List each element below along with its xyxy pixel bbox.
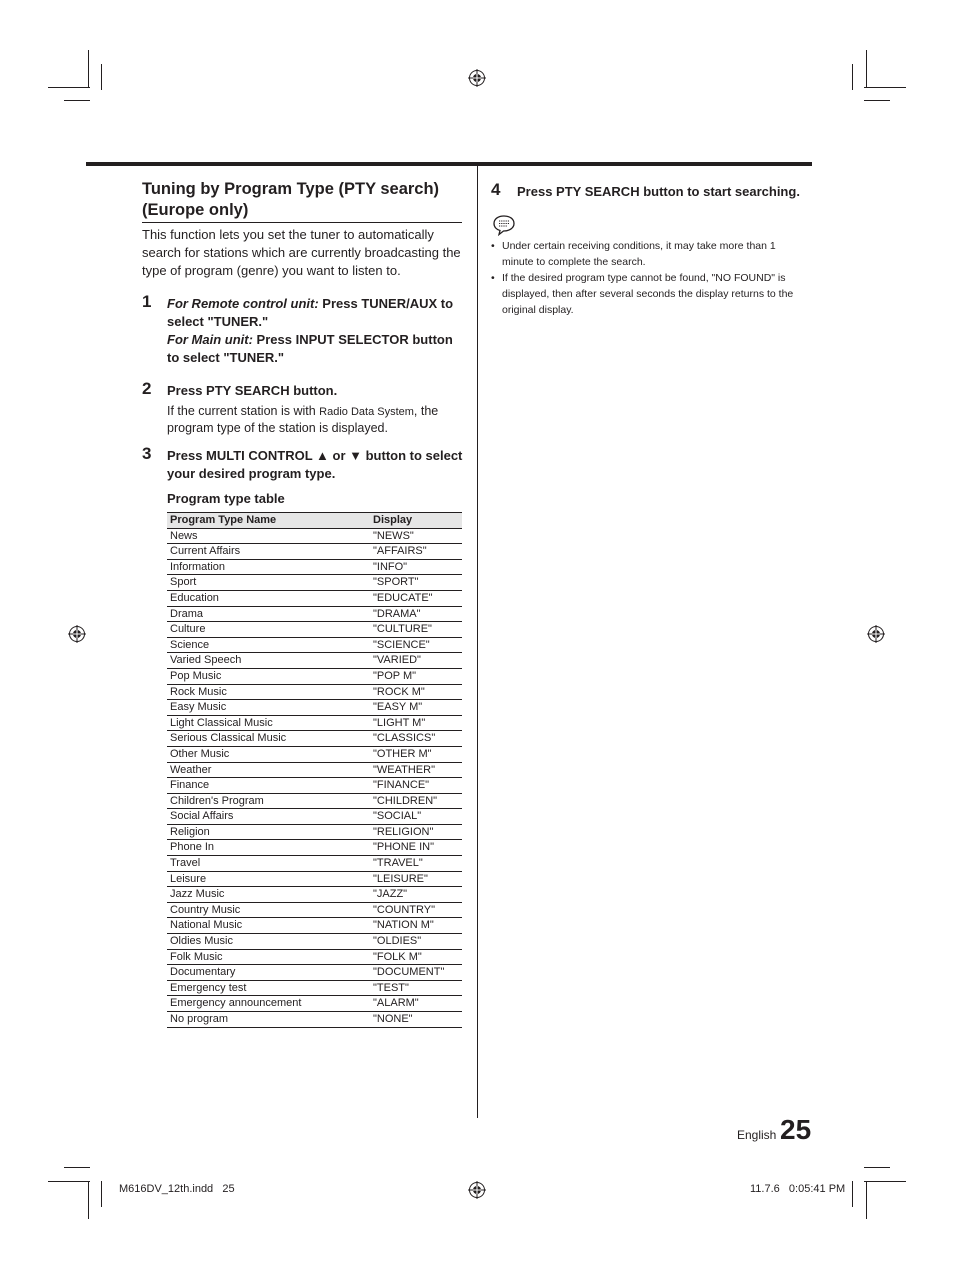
program-type-name-cell: Weather — [167, 762, 370, 778]
table-row — [167, 918, 462, 934]
section-intro: This function lets you set the tuner to automatically search for stations which are currently broadcasting the type of program (genre) you want to listen to. — [142, 227, 461, 278]
display-cell: "AFFAIRS" — [370, 544, 462, 560]
program-type-name-cell: Religion — [167, 824, 370, 840]
note-item: • Under certain receiving conditions, it may take more than 1 minute to complete the search. — [490, 238, 806, 270]
table-row — [167, 996, 462, 1012]
header-rule — [86, 162, 812, 166]
display-cell: "INFO" — [370, 559, 462, 575]
crop-mark — [852, 64, 853, 90]
crop-mark — [64, 100, 90, 101]
language-label: English — [737, 1128, 777, 1142]
table-row — [167, 856, 462, 872]
program-type-name-cell: Varied Speech — [167, 653, 370, 669]
display-cell: "FOLK M" — [370, 949, 462, 965]
table-row — [167, 684, 462, 700]
title-underline — [142, 222, 462, 223]
program-type-name-cell: Drama — [167, 606, 370, 622]
note-item: • If the desired program type cannot be found, "NO FOUND" is displayed, then after several seconds the display returns to the original display. — [490, 270, 806, 318]
column-header: Display — [370, 513, 462, 529]
step-number: 2 — [142, 379, 152, 398]
program-type-name-cell: Information — [167, 559, 370, 575]
program-type-name-cell: Documentary — [167, 965, 370, 981]
program-type-table — [167, 512, 462, 1028]
table-row — [167, 949, 462, 965]
display-cell: "COUNTRY" — [370, 902, 462, 918]
display-cell: "ALARM" — [370, 996, 462, 1012]
table-row — [167, 668, 462, 684]
program-type-name-cell: Phone In — [167, 840, 370, 856]
display-cell: "LEISURE" — [370, 871, 462, 887]
step-2-note: If the current station is with Radio Data System, the program type of the station is displayed. — [167, 404, 439, 435]
display-cell: "TRAVEL" — [370, 856, 462, 872]
display-cell: "POP M" — [370, 668, 462, 684]
display-cell: "NONE" — [370, 1012, 462, 1028]
table-row — [167, 746, 462, 762]
program-type-name-cell: Children's Program — [167, 793, 370, 809]
remote-unit-label: For Remote control unit: — [167, 296, 319, 311]
crop-mark — [88, 1181, 89, 1219]
step-number: 3 — [142, 444, 152, 463]
table-row — [167, 700, 462, 716]
display-cell: "NEWS" — [370, 528, 462, 544]
table-row — [167, 965, 462, 981]
crop-mark — [101, 1181, 102, 1207]
display-cell: "DRAMA" — [370, 606, 462, 622]
table-caption: Program type table — [167, 491, 285, 506]
step-number: 1 — [142, 292, 152, 311]
table-row — [167, 809, 462, 825]
display-cell: "NATION M" — [370, 918, 462, 934]
table-row — [167, 544, 462, 560]
display-cell: "OTHER M" — [370, 746, 462, 762]
program-type-name-cell: News — [167, 528, 370, 544]
table-row — [167, 902, 462, 918]
crop-mark — [864, 100, 890, 101]
section-title: Tuning by Program Type (PTY search) (Europe only) — [142, 180, 440, 219]
table-row — [167, 575, 462, 591]
program-type-name-cell: Social Affairs — [167, 809, 370, 825]
program-type-name-cell: Folk Music — [167, 949, 370, 965]
remote-unit-instruction: Press TUNER/AUX to select "TUNER." — [167, 296, 454, 329]
table-row — [167, 824, 462, 840]
step-2-text: Press PTY SEARCH button. — [167, 383, 338, 398]
program-type-name-cell: Culture — [167, 622, 370, 638]
crop-mark — [864, 1167, 890, 1168]
table-row — [167, 793, 462, 809]
table-row — [167, 778, 462, 794]
step-1-text — [167, 295, 463, 367]
program-type-name-cell: Jazz Music — [167, 887, 370, 903]
table-row — [167, 762, 462, 778]
program-type-name-cell: Emergency test — [167, 980, 370, 996]
table-row — [167, 715, 462, 731]
step-4-text: Press PTY SEARCH button to start searching. — [517, 184, 800, 199]
crop-mark — [48, 87, 90, 88]
display-cell: "ROCK M" — [370, 684, 462, 700]
display-cell: "PHONE IN" — [370, 840, 462, 856]
display-cell: "DOCUMENT" — [370, 965, 462, 981]
program-type-name-cell: Light Classical Music — [167, 715, 370, 731]
table-row — [167, 871, 462, 887]
table-row — [167, 840, 462, 856]
notes-list — [490, 238, 806, 318]
program-type-name-cell: Current Affairs — [167, 544, 370, 560]
program-type-name-cell: Oldies Music — [167, 934, 370, 950]
program-type-name-cell: Education — [167, 590, 370, 606]
display-cell: "VARIED" — [370, 653, 462, 669]
table-row — [167, 559, 462, 575]
program-type-name-cell: Travel — [167, 856, 370, 872]
crop-mark — [101, 64, 102, 90]
table-row — [167, 731, 462, 747]
table-header-row — [167, 513, 462, 529]
registration-mark-icon — [468, 1181, 486, 1199]
display-cell: "SPORT" — [370, 575, 462, 591]
file-slug: M616DV_12th.indd 25 — [119, 1183, 235, 1195]
table-row — [167, 1012, 462, 1028]
display-cell: "CULTURE" — [370, 622, 462, 638]
registration-mark-icon — [468, 69, 486, 87]
program-type-name-cell: Leisure — [167, 871, 370, 887]
display-cell: "RELIGION" — [370, 824, 462, 840]
display-cell: "LIGHT M" — [370, 715, 462, 731]
page-number: 25 — [780, 1114, 812, 1145]
display-cell: "EASY M" — [370, 700, 462, 716]
program-type-name-cell: Sport — [167, 575, 370, 591]
crop-mark — [864, 1181, 906, 1182]
program-type-name-cell: Serious Classical Music — [167, 731, 370, 747]
table-row — [167, 590, 462, 606]
program-type-name-cell: Country Music — [167, 902, 370, 918]
table-row — [167, 887, 462, 903]
program-type-name-cell: Finance — [167, 778, 370, 794]
step-3-text: Press MULTI CONTROL ▲ or ▼ button to select your desired program type. — [167, 448, 463, 481]
note-speech-bubble-icon — [492, 214, 516, 236]
table-row — [167, 622, 462, 638]
crop-mark — [64, 1167, 90, 1168]
program-type-name-cell: Science — [167, 637, 370, 653]
registration-mark-icon — [867, 625, 885, 643]
table-row — [167, 934, 462, 950]
table-row — [167, 653, 462, 669]
main-unit-label: For Main unit: — [167, 332, 253, 347]
crop-mark — [852, 1181, 853, 1207]
display-cell: "FINANCE" — [370, 778, 462, 794]
display-cell: "SOCIAL" — [370, 809, 462, 825]
column-header: Program Type Name — [167, 513, 370, 529]
program-type-name-cell: Other Music — [167, 746, 370, 762]
crop-mark — [88, 50, 89, 88]
program-type-name-cell: Pop Music — [167, 668, 370, 684]
crop-mark — [864, 87, 906, 88]
crop-mark — [866, 50, 867, 88]
column-divider — [477, 166, 478, 1118]
program-type-name-cell: No program — [167, 1012, 370, 1028]
display-cell: "SCIENCE" — [370, 637, 462, 653]
program-type-name-cell: Easy Music — [167, 700, 370, 716]
display-cell: "TEST" — [370, 980, 462, 996]
table-row — [167, 980, 462, 996]
registration-mark-icon — [68, 625, 86, 643]
display-cell: "EDUCATE" — [370, 590, 462, 606]
program-type-name-cell: National Music — [167, 918, 370, 934]
table-row — [167, 637, 462, 653]
display-cell: "CLASSICS" — [370, 731, 462, 747]
program-type-name-cell: Emergency announcement — [167, 996, 370, 1012]
display-cell: "WEATHER" — [370, 762, 462, 778]
crop-mark — [866, 1181, 867, 1219]
print-timestamp: 11.7.6 0:05:41 PM — [750, 1183, 846, 1195]
display-cell: "OLDIES" — [370, 934, 462, 950]
crop-mark — [48, 1181, 90, 1182]
step-number: 4 — [491, 180, 501, 199]
display-cell: "JAZZ" — [370, 887, 462, 903]
table-row — [167, 606, 462, 622]
program-type-name-cell: Rock Music — [167, 684, 370, 700]
display-cell: "CHILDREN" — [370, 793, 462, 809]
main-unit-instruction: Press INPUT SELECTOR button to select "TUNER." — [167, 332, 453, 365]
table-row — [167, 528, 462, 544]
